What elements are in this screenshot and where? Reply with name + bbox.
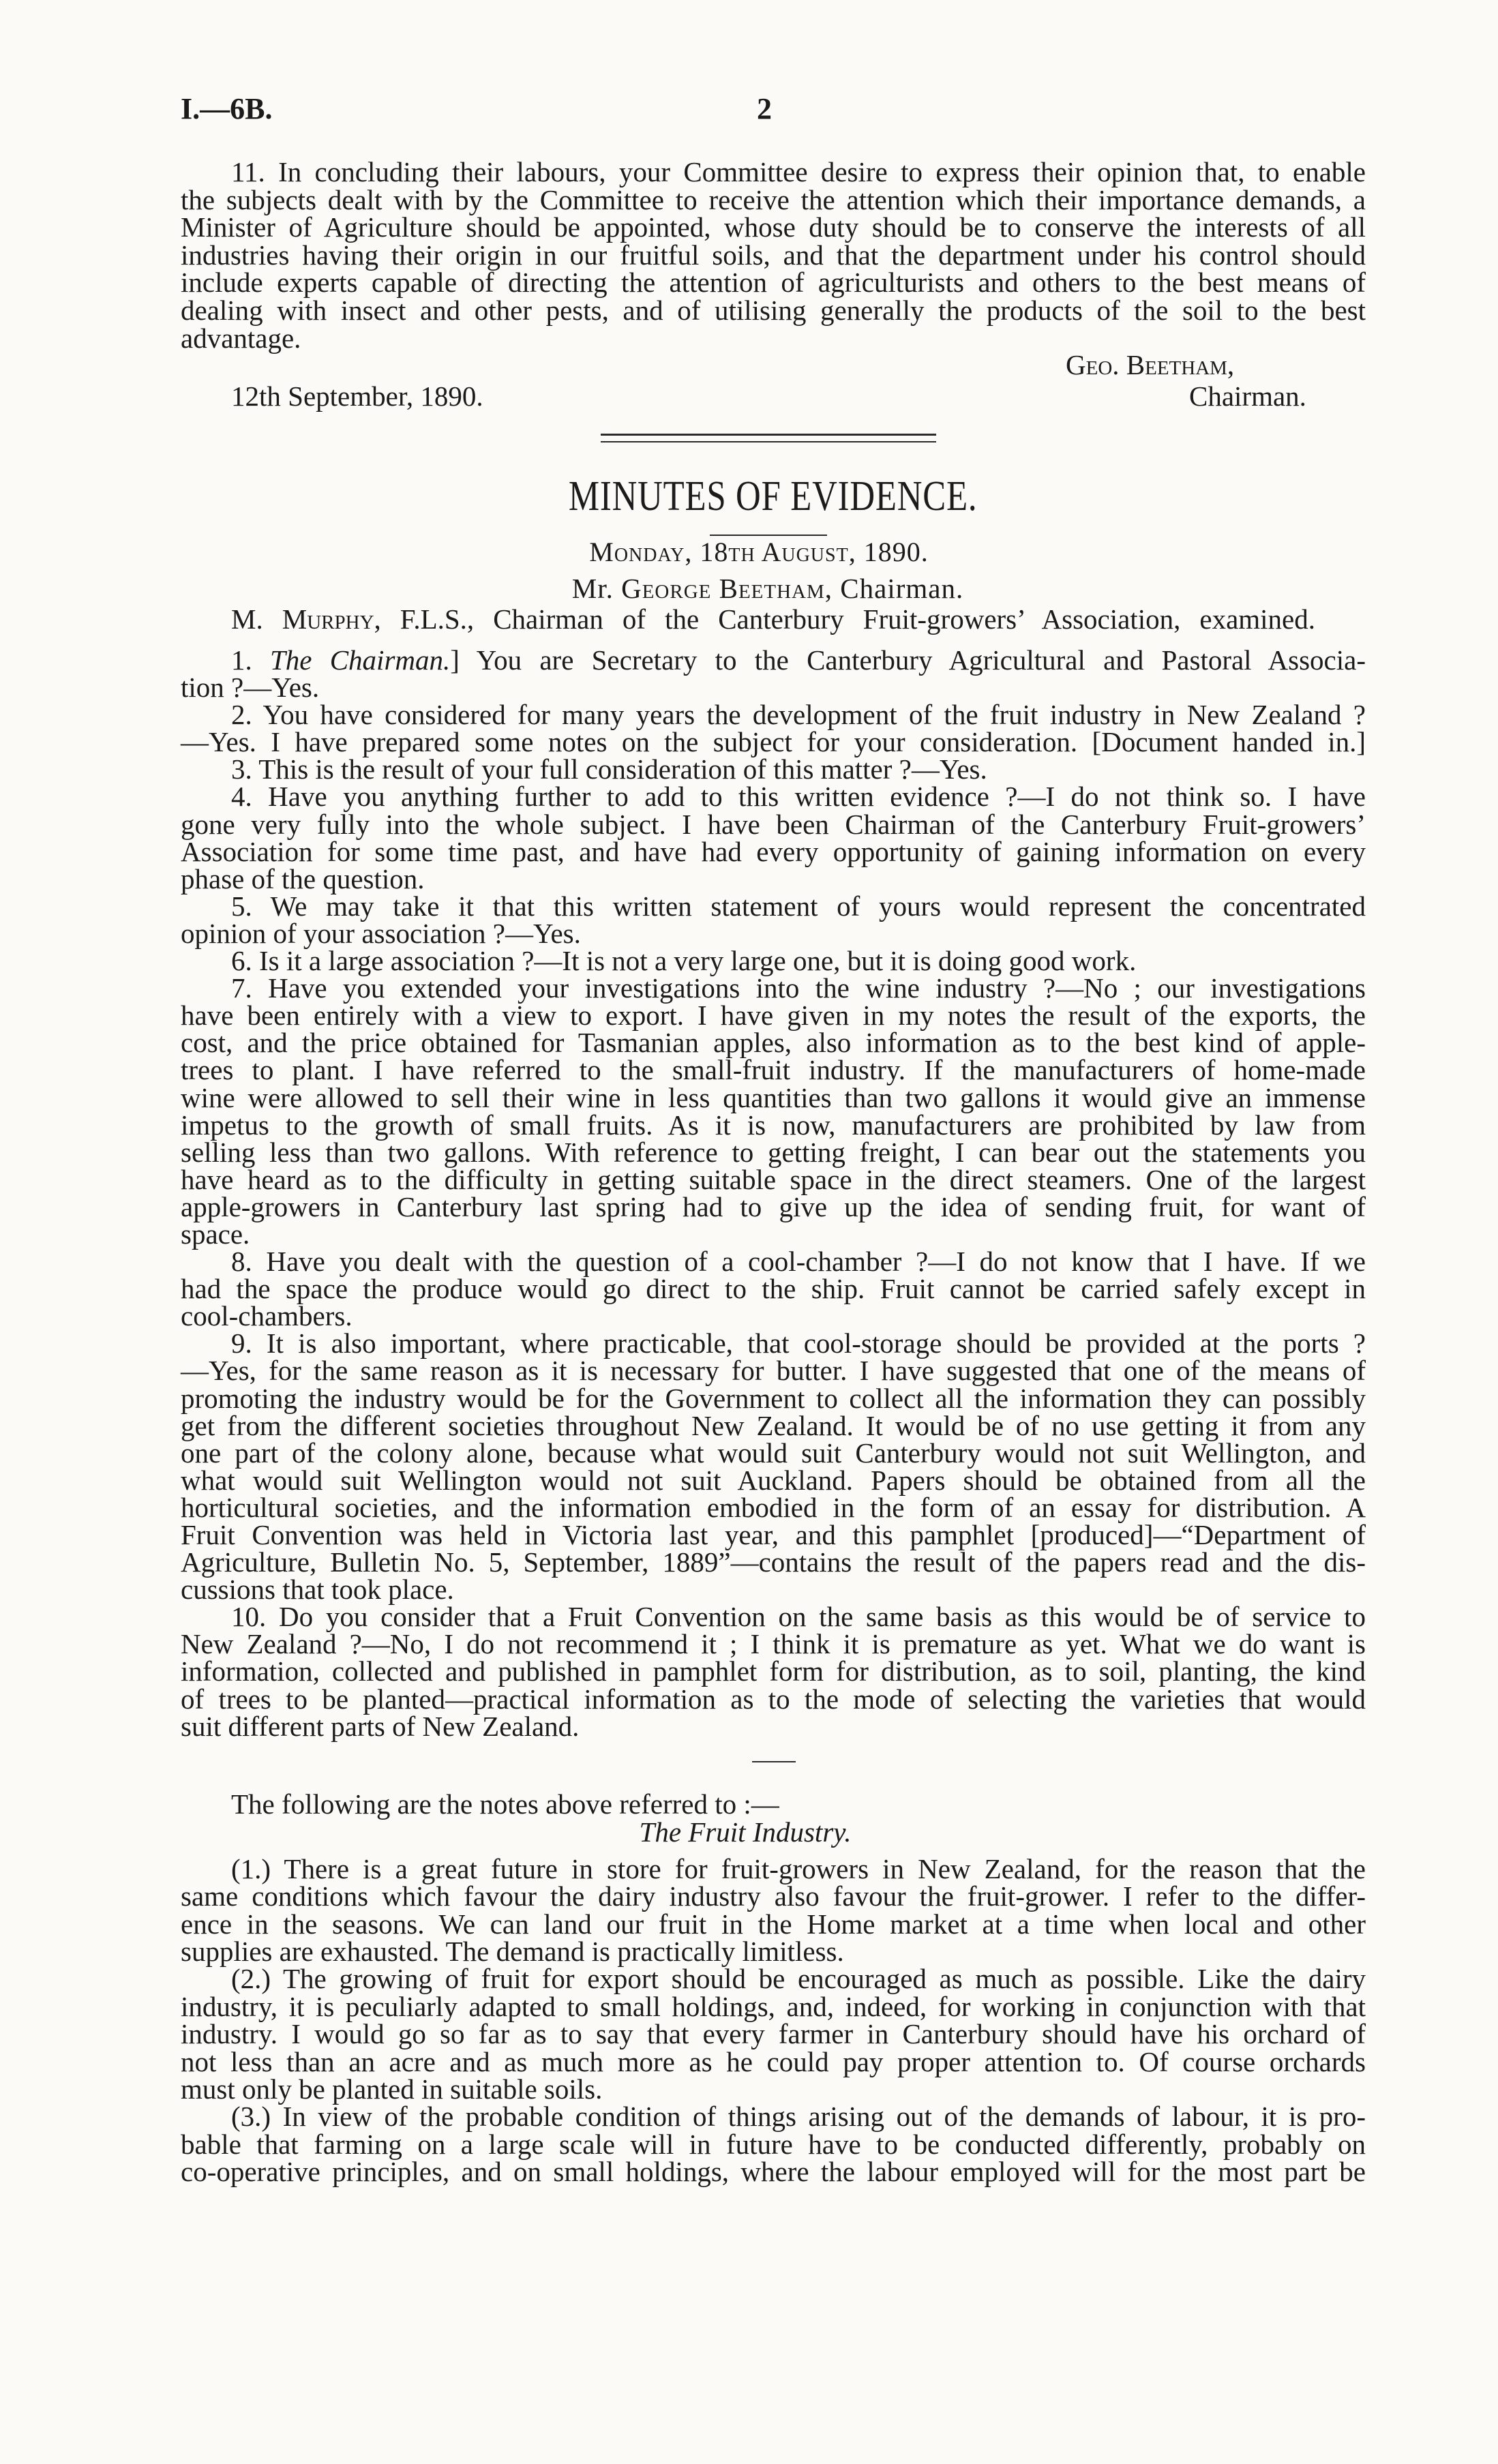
evidence-line: space. [181,1218,250,1250]
notes-intro: The following are the notes above referred to :— [231,1788,779,1820]
evidence-line: horticultural societies, and the information embodied in the form of an essay for distribution. A [181,1491,1366,1523]
paper-series-number: I.—6B. [181,92,273,125]
evidence-line: 10. Do you consider that a Fruit Convention on the same basis as this would be of service to [231,1601,1366,1633]
chair-name: George Beetham [621,573,825,604]
evidence-line: Association for some time past, and have had every opportunity of gaining information on every [181,835,1366,867]
evidence-line: selling less than two gallons. With reference to getting freight, I can bear out the statements you [181,1136,1366,1168]
evidence-line: New Zealand ?—No, I do not recommend it ; I think it is premature as yet. What we do want is [181,1628,1366,1660]
evidence-line: 5. We may take it that this written statement of yours would represent the concentrated [231,890,1366,922]
question-number: 1. [231,644,252,676]
evidence-line: 3. This is the result of your full consideration of this matter ?—Yes. [231,753,987,785]
evidence-line: 2. You have considered for many years the development of the fruit industry in New Zealand ? [231,699,1366,731]
evidence-line: 9. It is also important, where practicable, that cool-storage should be provided at the ports ? [231,1327,1366,1359]
double-rule-top [601,434,936,436]
report-line: the subjects dealt with by the Committee to receive the attention which their importance demands, a [181,183,1366,215]
notes-line: (1.) There is a great future in store for fruit-growers in New Zealand, for the reason that the [231,1853,1366,1884]
notes-line: ence in the seasons. We can land our fruit in the Home market at a time when local and other [181,1908,1366,1940]
chair-line [181,575,1355,602]
evidence-line: apple-growers in Canterbury last spring had to give up the idea of sending fruit, for want of [181,1190,1366,1222]
questioner: The Chairman. [269,644,451,676]
evidence-line: information, collected and published in pamphlet form for distribution, as to soil, planting, the kind [181,1655,1366,1687]
double-rule-bottom [601,441,936,442]
evidence-line: one part of the colony alone, because what would suit Canterbury would not suit Wellington, and [181,1437,1366,1469]
evidence-line: cussions that took place. [181,1574,454,1606]
evidence-line: cost, and the price obtained for Tasmanian apples, also information as to the best kind of apple- [181,1027,1366,1059]
minutes-heading-text: MINUTES OF EVIDENCE. [569,473,978,520]
notes-line: industry, it is peculiarly adapted to small holdings, and, indeed, for working in conjunction with that [181,1990,1366,2022]
notes-line: supplies are exhausted. The demand is practically limitless. [181,1936,844,1968]
signatory-title: Chairman. [1189,380,1306,412]
evidence-line: wine were allowed to sell their wine in less quantities than two gallons it would give an immense [181,1081,1366,1113]
notes-line: (2.) The growing of fruit for export should be encouraged as much as possible. Like the dairy [231,1963,1366,1995]
evidence-line: gone very fully into the whole subject. I have been Chairman of the Canterbury Fruit-growers’ [181,808,1366,840]
evidence-block [181,646,1366,1740]
chair-prefix: Mr. [571,573,614,604]
page-number: 2 [757,92,772,125]
evidence-line: opinion of your association ?—Yes. [181,917,581,949]
notes-line: same conditions which favour the dairy industry also favour the fruit-grower. I refer to the differ- [181,1880,1366,1912]
evidence-line: 8. Have you dealt with the question of a cool-chamber ?—I do not know that I have. If we [231,1246,1366,1278]
evidence-line: —Yes, for the same reason as it is necessary for butter. I have suggested that one of the means of [181,1355,1366,1387]
chair-suffix: , Chairman. [824,573,964,604]
report-paragraph-11 [181,158,1366,352]
notes-line: (3.) In view of the probable condition of things arising out of the demands of labour, it is pro- [231,2101,1366,2133]
evidence-line: suit different parts of New Zealand. [181,1710,580,1742]
evidence-line [181,646,1366,674]
evidence-line: impetus to the growth of small fruits. As it is now, manufacturers are prohibited by law from [181,1109,1366,1141]
report-line: dealing with insect and other pests, and of utilising generally the products of the soil to the best [181,294,1366,326]
report-line: 11. In concluding their labours, your Committee desire to express their opinion that, to enable [231,156,1366,187]
evidence-line: 7. Have you extended your investigations into the wine industry ?—No ; our investigations [231,972,1366,1004]
question-text: ] You are Secretary to the Canterbury Agricultural and Pastoral Associa- [450,644,1366,676]
report-line: include experts capable of directing the attention of agriculturists and others to the best means of [181,267,1366,299]
evidence-line: 6. Is it a large association ?—It is not a very large one, but it is doing good work. [231,945,1137,977]
minutes-heading [181,472,1366,521]
notes-line: must only be planted in suitable soils. [181,2073,603,2105]
witness-surname: Murphy [282,603,374,635]
evidence-line: Agriculture, Bulletin No. 5, September, 1889”—contains the result of the papers read and the dis- [181,1546,1366,1578]
evidence-line: what would suit Wellington would not suit Auckland. Papers should be obtained from all the [181,1464,1366,1496]
evidence-line: get from the different societies throughout New Zealand. It would be of no use getting it from any [181,1409,1366,1441]
notes-line: industry. I would go so far as to say that every farmer in Canterbury should have his orchard of [181,2018,1366,2050]
evidence-line: had the space the produce would go direct to the ship. Fruit cannot be carried safely except in [181,1273,1366,1305]
evidence-line: Fruit Convention was held in Victoria last year, and this pamphlet [produced]—“Department of [181,1519,1366,1550]
evidence-line: of trees to be planted—practical information as to the mode of selecting the varieties that would [181,1683,1366,1715]
heading-underline-rule [710,535,827,536]
sitting-date: Monday, 18th August, 1890. [589,537,929,567]
evidence-line: phase of the question. [181,862,425,895]
report-line: industries having their origin in our fruitful soils, and that the department under his control should [181,239,1366,271]
notes-line: bable that farming on a large scale will in future have to be conducted differently, probably on [181,2128,1366,2160]
witness-line [231,605,1315,633]
report-line: Minister of Agriculture should be appointed, whose duty should be to conserve the interests of all [181,211,1366,243]
evidence-line: trees to plant. I have referred to the small-fruit industry. If the manufacturers of home-made [181,1054,1366,1086]
notes-block [181,1855,1366,2185]
evidence-line: tion ?—Yes. [181,672,320,704]
evidence-line: cool-chambers. [181,1300,353,1332]
evidence-line: —Yes. I have prepared some notes on the subject for your consideration. [Document handed in.] [181,726,1366,758]
signatory-name: Geo. Beetham, [1066,349,1235,380]
evidence-line: 4. Have you anything further to add to this written evidence ?—I do not think so. I have [231,781,1366,813]
evidence-line: have been entirely with a view to export. I have given in my notes the result of the exports, the [181,1000,1366,1032]
notes-line: co-operative principles, and on small holdings, where the labour employed will for the most part be [181,2155,1366,2187]
section-separator-rule [752,1761,796,1762]
notes-title: The Fruit Industry. [639,1816,852,1848]
evidence-line: have heard as to the difficulty in getting suitable space in the direct steamers. One of the largest [181,1163,1366,1195]
report-date: 12th September, 1890. [231,380,483,412]
evidence-line: promoting the industry would be for the Government to collect all the information they can possibly [181,1382,1366,1414]
notes-line: not less than an acre and as much more as he could pay proper attention to. Of course orchards [181,2045,1366,2077]
report-line: advantage. [181,322,301,354]
witness-initial: M. [231,603,263,635]
witness-description: , F.L.S., Chairman of the Canterbury Fruit-growers’ Association, examined. [374,603,1315,635]
